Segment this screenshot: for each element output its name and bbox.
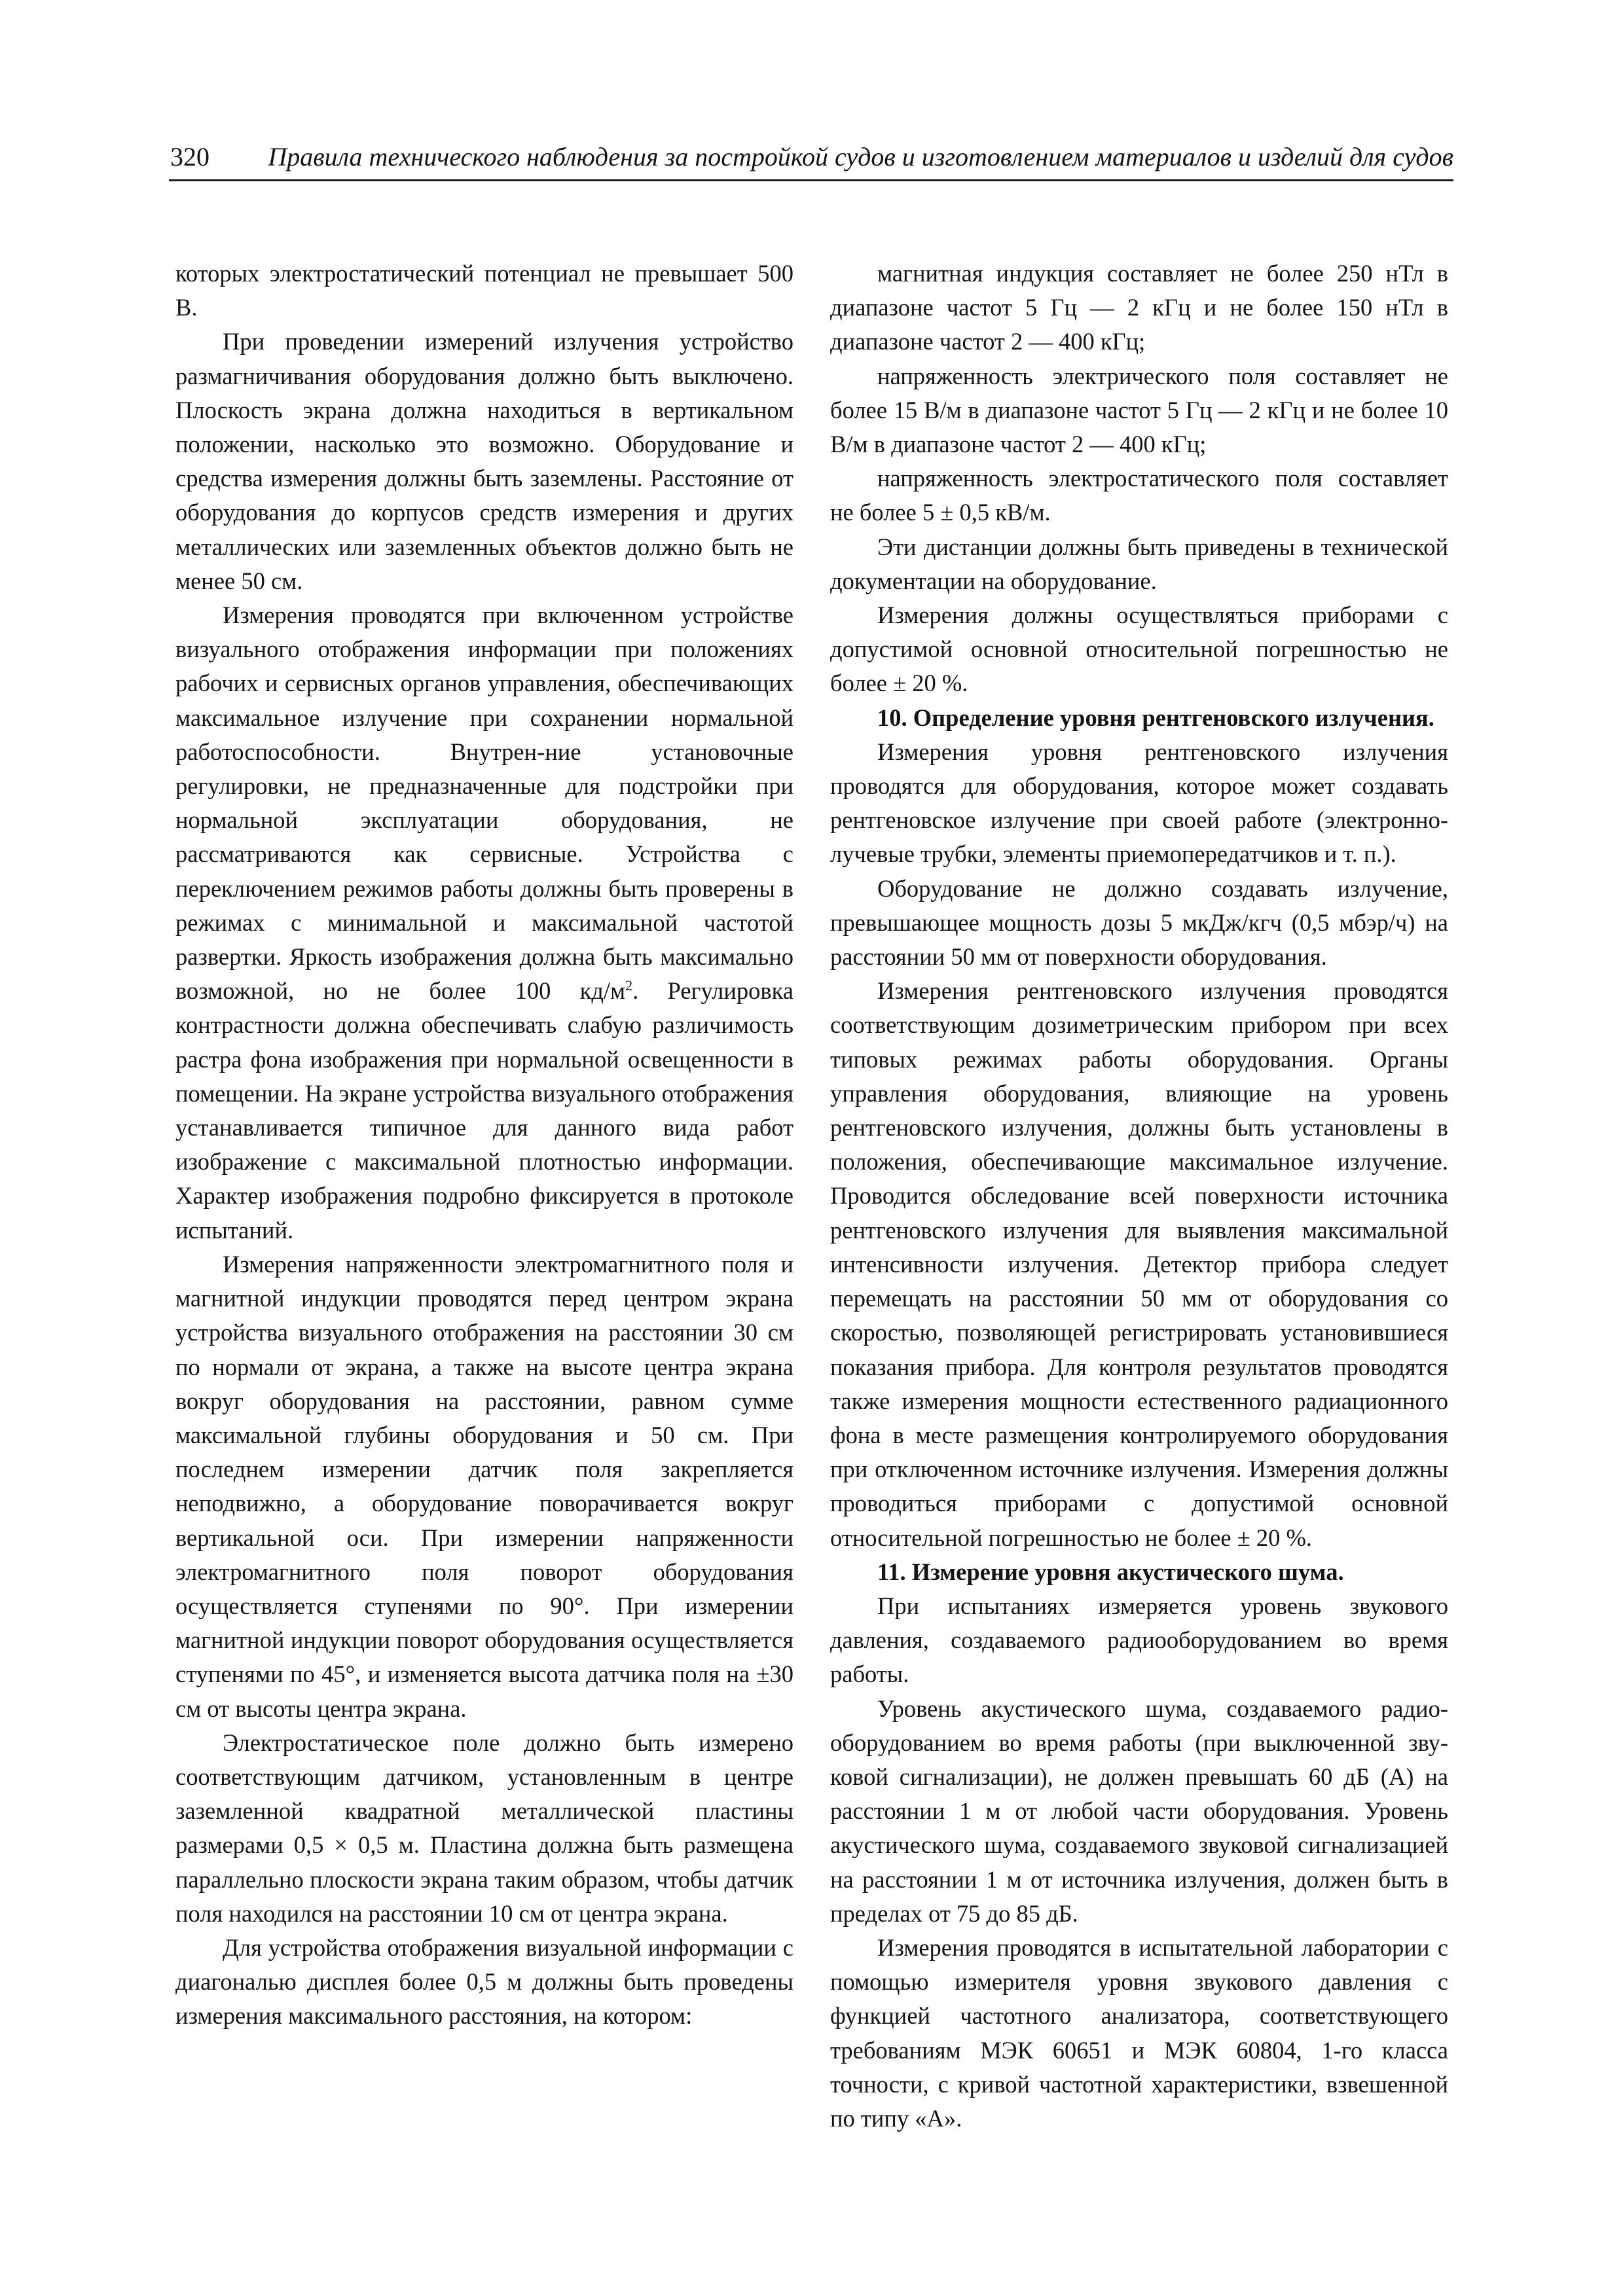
- paragraph: При проведении измерений излучения устройство размагничивания оборудования должно быть выключено. Плоскость экрана должна находиться в вертикальном положении, насколько это возможно. Оборудование и средства измерения должны быть заземлены. Расстояние от оборудования до корпусов средств измерения и других металлических или заземленных объектов должно быть не менее 50 см.: [175, 328, 793, 594]
- paragraph: Измерения проводятся в испытательной лаборатории с помощью измерителя уровня звукового давления с функцией частотного анализатора, соответствующего требованиям МЭК 60651 и МЭК 60804, 1-го класса точности, с кривой частотной характеристики, взвешенной по типу «А».: [830, 1933, 1448, 2132]
- paragraph: [175, 598, 793, 1247]
- paragraph: Измерения напряженности электромагнитного поля и магнитной индукции проводятся перед центром экрана устройства визуального отображения на расстоянии 30 см по нормали от экрана, а также на высоте центра экрана вокруг оборудования на расстоянии, равном сумме максимальной глубины оборудования и 50 см. При последнем измерении датчик поля закрепляется неподвижно, а оборудование поворачивается вокруг вертикальной оси. При измерении напряженности электромагнитного поля поворот оборудования осуществляется ступенями по 90°. При измерении магнитной индукции поворот оборудования осуществляется ступенями по 45°, и изменяется высота датчика поля на ±30 см от высоты центра экрана.: [175, 1250, 793, 1722]
- right-column: [830, 257, 1448, 2136]
- running-header: [169, 137, 1453, 181]
- paragraph: Для устройства отображения визуальной информации с диагональю дисплея более 0,5 м должны быть проведены измерения максимального расстояния, на котором:: [175, 1933, 793, 2030]
- paragraph: Оборудование не должно создавать излучение, превышающее мощность дозы 5 мкДж/кгч (0,5 мбэр/ч) на расстоянии 50 мм от поверхности оборудования.: [830, 874, 1448, 971]
- section-heading-11: 11. Измерение уровня акустического шума.: [877, 1558, 1344, 1585]
- paragraph-text: Измерения проводятся при включенном устройстве визуального отображения информации при положениях рабочих и сервисных органов управления, обеспечивающих максимальное излучение при сохранении нормальной работоспособности. Внутрен-ние установочные регулировки, не предназначенные для подстройки при нормальной эксплуатации оборудования, не рассматриваются как сервисные. Устройства с переключением режимов работы должны быть проверены в режимах с минимальной и максимальной частотой развертки. Яркость изображения должна быть максимально возможной, но не более 100 кд/м: [175, 601, 793, 1005]
- superscript: 2: [625, 977, 633, 994]
- paragraph: напряженность электростатического поля составляет не более 5 ± 0,5 кВ/м.: [830, 465, 1448, 526]
- left-column: [175, 257, 793, 2034]
- paragraph: напряженность электрического поля составляет не более 15 В/м в диапазоне частот 5 Гц — 2 кГц и не более 10 В/м в диапазоне частот 2 — 400 кГц;: [830, 362, 1448, 458]
- running-title: Правила технического наблюдения за постройкой судов и изготовлением материалов и изделий для судов: [268, 142, 1453, 171]
- paragraph: Измерения рентгеновского излучения проводятся соответствующим дозиметрическим прибором при всех типовых режимах работы оборудования. Органы управления оборудования, влияющие на уровень рентгеновского излучения, должны быть установлены в положения, обеспечивающие максимальное излучение. Проводится обследование всей поверхности источника рентгеновского излучения для выявления максимальной интенсивности излучения. Детектор прибора следует перемещать на расстоянии 50 мм от оборудования со скоростью, позволяющей регистрировать установившиеся показания прибора. Для контроля результатов проводятся также измерения мощности естественного радиационного фона в месте размещения контролируемого оборудования при отключенном источнике излучения. Измерения должны проводиться приборами с допустимой основной относительной погрешностью не более ± 20 %.: [830, 977, 1448, 1551]
- paragraph: Измерения должны осуществляться приборами с допустимой основной относительной погрешностью не более ± 20 %.: [830, 601, 1448, 697]
- paragraph-text: . Регулировка контрастности должна обеспечивать слабую различимость растра фона изображения при нормальной освещенности в помещении. На экране устройства визуального отображения устанавливается типичное для данного вида работ изображение с максимальной плотностью информации. Характер изображения подробно фиксируется в протоколе испытаний.: [175, 977, 794, 1244]
- section-heading-10: 10. Определение уровня рентгеновского излучения.: [877, 704, 1434, 731]
- paragraph: магнитная индукция составляет не более 250 нТл в диапазоне частот 5 Гц — 2 кГц и не более 150 нТл в диапазоне частот 2 — 400 кГц;: [830, 260, 1448, 355]
- paragraph: Уровень акустического шума, создаваемого радио-оборудованием во время работы (при выключенной зву-ковой сигнализации), не должен превышать 60 дБ (А) на расстоянии 1 м от любой части оборудования. Уровень акустического шума, создаваемого звуковой сигнализацией на расстоянии 1 м от источника излучения, должен быть в пределах от 75 до 85 дБ.: [830, 1695, 1448, 1927]
- paragraph: Измерения уровня рентгеновского излучения проводятся для оборудования, которое может создавать рентгеновское излучение при своей работе (электронно-лучевые трубки, элементы приемопередатчиков и т. п.).: [830, 738, 1448, 868]
- paragraph: Эти дистанции должны быть приведены в технической документации на оборудование.: [830, 533, 1448, 594]
- page-number: 320: [170, 142, 210, 171]
- paragraph: Электростатическое поле должно быть измерено соответствующим датчиком, установленным в центре заземленной квадратной металлической пластины размерами 0,5 × 0,5 м. Пластина должна быть размещена параллельно плоскости экрана таким образом, чтобы датчик поля находился на расстоянии 10 см от центра экрана.: [175, 1729, 793, 1927]
- paragraph: При испытаниях измеряется уровень звукового давления, создаваемого радиооборудованием во время работы.: [830, 1592, 1448, 1688]
- paragraph: которых электростатический потенциал не превышает 500 В.: [175, 260, 793, 321]
